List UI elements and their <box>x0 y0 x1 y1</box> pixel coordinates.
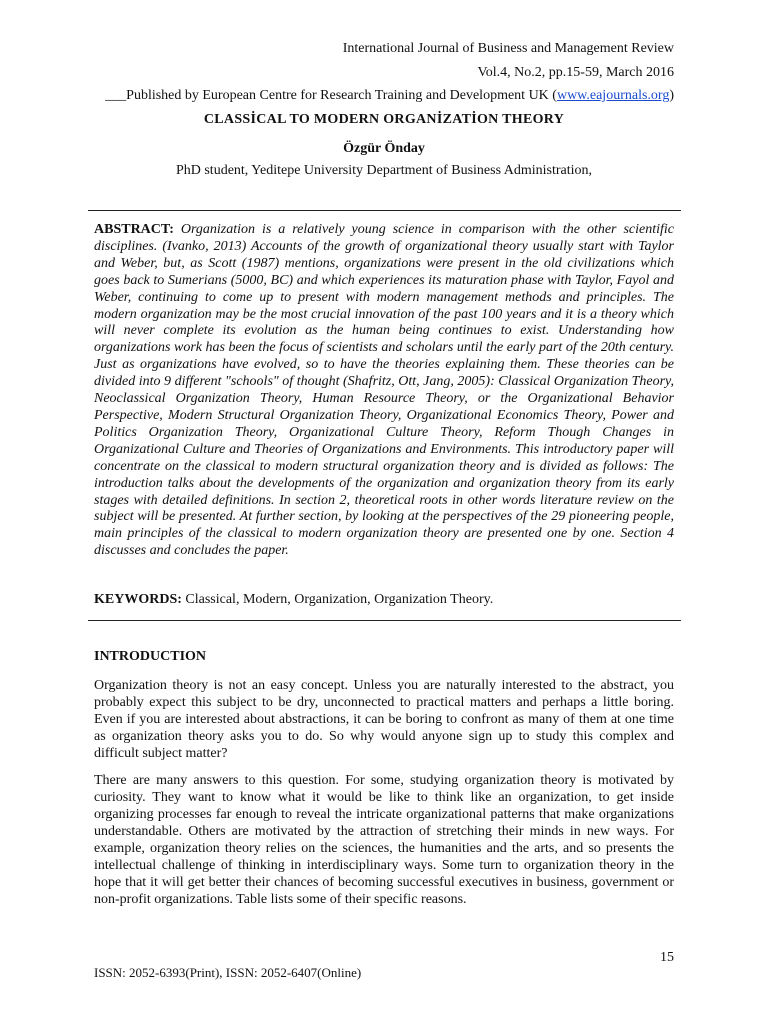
abstract-text: Organization is a relatively young science in comparison with the other scientific disciplines. (Ivanko, 2013) Accounts of the growth of organizational theory usually start with Taylor and Weber, but, as Scott (1987) mentions, organizations were present in the old civilizations which goes back to Sumerians (5000, BC) and which experiences its maturation phase with Taylor, Fayol and Weber, continuing to come up to present with modern management methods and principles. The modern organization may be the most crucial innovation of the past 100 years and it is a theory which will never complete its evolution as the human being continues to exist. Understanding how organizations work has been the focus of scientists and scholars until the early part of the 20th century. Just as organizations have evolved, so to have the theories explaining them. These theories can be divided into 9 different "schools" of thought (Shafritz, Ott, Jang, 2005): Classical Organization Theory, Neoclassical Organization Theory, Human Resource Theory, or the Organizational Behavior Perspective, Modern Structural Organization Theory, Organizational Economics Theory, Power and Politics Organization Theory, Organizational Culture Theory, Reform Though Changes in Organizational Culture and Theories of Organizations and Environments. This introductory paper will concentrate on the classical to modern structural organization theory and is divided as follows: The introduction talks about the developments of the organization and organization theory from its early stages with detailed definitions. In section 2, theoretical roots in other words literature review on the subject will be presented. At further section, by looking at the perspectives of the 29 pioneering people, main principles of the classical to modern organization theory are presented one by one. Section 4 discusses and concludes the paper. <box>94 222 674 559</box>
keywords-label: KEYWORDS: <box>94 592 182 607</box>
publisher-line <box>105 87 674 104</box>
introduction-paragraph-1: Organization theory is not an easy concept. Unless you are naturally interested to the abstract, you probably expect this subject to be dry, unconnected to practical matters and perhaps a little boring. Even if you are interested about abstractions, it can be boring to confront as many of them at one time as organization theory asks you to do. So why would anyone sign up to study this complex and difficult subject matter? <box>94 678 674 761</box>
publisher-prefix: ___Published by European Centre for Research Training and Development UK ( <box>105 88 557 103</box>
introduction-paragraph-2: There are many answers to this question. For some, studying organization theory is motivated by curiosity. They want to know what it would be like to think like an organization, to get inside organizing processes far enough to reveal the intricate organizational patterns that make organizations understandable. Others are motivated by the attraction of stretching their minds in new ways. For example, organization theory relies on the sciences, the humanities and the arts, and so presents the intellectual challenge of thinking in interdisciplinary ways. Some turn to organization theory in the hope that it will get better their chances of becoming successful executives in business, government or non-profit organizations. Table lists some of their specific reasons. <box>94 773 674 907</box>
abstract-bottom-divider <box>88 620 681 621</box>
introduction-heading: INTRODUCTION <box>94 649 207 664</box>
author-affiliation: PhD student, Yeditepe University Department of Business Administration, <box>175 163 593 178</box>
author-name: Özgür Önday <box>343 141 425 156</box>
journal-website-link[interactable]: www.eajournals.org <box>556 88 670 103</box>
article-title: CLASSİCAL TO MODERN ORGANİZATİON THEORY <box>203 112 565 127</box>
journal-name: International Journal of Business and Management Review <box>342 41 674 56</box>
abstract-top-divider <box>88 210 681 211</box>
abstract-label: ABSTRACT: <box>94 222 174 237</box>
volume-info: Vol.4, No.2, pp.15-59, March 2016 <box>477 65 674 80</box>
keywords <box>94 591 674 608</box>
page-number: 15 <box>660 950 674 965</box>
publisher-suffix: ) <box>669 88 674 103</box>
issn-footer: ISSN: 2052-6393(Print), ISSN: 2052-6407(Online) <box>94 965 362 980</box>
keywords-text: Classical, Modern, Organization, Organization Theory. <box>185 592 494 607</box>
abstract <box>94 222 674 560</box>
